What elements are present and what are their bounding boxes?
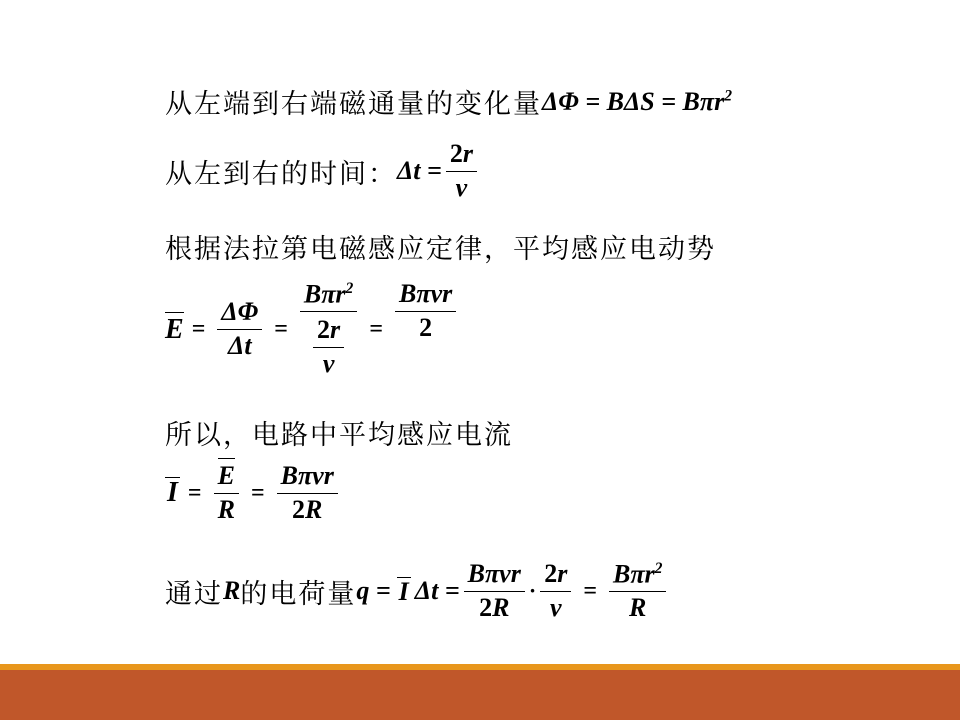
current-equation: [165, 462, 342, 524]
current-text: 所以，电路中平均感应电流: [165, 420, 513, 451]
charge-text1: 通过: [165, 578, 223, 610]
flux-change-formula: ΔΦ = BΔS = Bπr$^2$: [542, 86, 732, 116]
line-flux-change: [165, 82, 732, 121]
emf-frac1-num: ΔΦ: [217, 298, 262, 330]
equals: =: [583, 577, 597, 604]
emf-lhs: E: [165, 314, 184, 346]
current-frac2: $\frac{\text{Bπvr}}{2R}$: [277, 462, 338, 524]
charge-I: I: [398, 576, 409, 606]
emf-frac1-den: Δt: [228, 330, 252, 360]
emf-frac2-num: Bπr$^2$: [300, 280, 357, 312]
emf-frac3-den: 2: [419, 312, 433, 342]
emf-frac2: [300, 280, 357, 378]
charge-frac1: $\frac{\text{Bπvr}}{2R}$: [464, 560, 525, 622]
emf-equation: [165, 280, 460, 378]
time-lhs: Δt =: [397, 156, 442, 186]
charge-frac2: $\frac{2r}{v}$: [540, 560, 571, 622]
time-text: 从左到右的时间：: [165, 158, 397, 190]
line-time: [165, 140, 481, 202]
emf-frac3-num: Bπvr: [395, 280, 456, 312]
equals: =: [369, 315, 384, 342]
equals: =: [274, 315, 288, 342]
time-num: 2r: [446, 140, 477, 172]
line-faraday: [165, 227, 716, 266]
charge-R: R: [223, 576, 241, 606]
time-den: v: [455, 172, 468, 202]
charge-q: q =: [356, 576, 391, 606]
emf-frac1: [217, 298, 262, 360]
charge-dt: Δt =: [414, 576, 460, 606]
equals: =: [191, 315, 206, 342]
flux-change-text: 从左端到右端磁通量的变化量: [165, 89, 542, 120]
charge-equation: 通过 R 的电荷量 q = I Δt = $\frac{\text{Bπvr}}{2R}$ · $\frac{2r}{v}$ = $\frac{B\pi r^2}{R}$: [165, 560, 670, 623]
charge-frac3: $\frac{B\pi r^2}{R}$: [609, 560, 666, 623]
equals: =: [187, 479, 202, 506]
emf-frac3: [395, 280, 456, 342]
footer-band: [0, 670, 960, 720]
emf-frac2-den: $\frac{2r}{v}$: [309, 312, 348, 378]
current-frac1: $\frac{E}{R}$: [214, 462, 239, 524]
charge-text2: 的电荷量: [240, 578, 357, 610]
time-fraction: [446, 140, 477, 202]
equals: =: [250, 479, 265, 506]
line-current: [165, 413, 513, 452]
current-lhs: I: [167, 477, 178, 509]
faraday-text: 根据法拉第电磁感应定律，平均感应电动势: [165, 234, 716, 265]
